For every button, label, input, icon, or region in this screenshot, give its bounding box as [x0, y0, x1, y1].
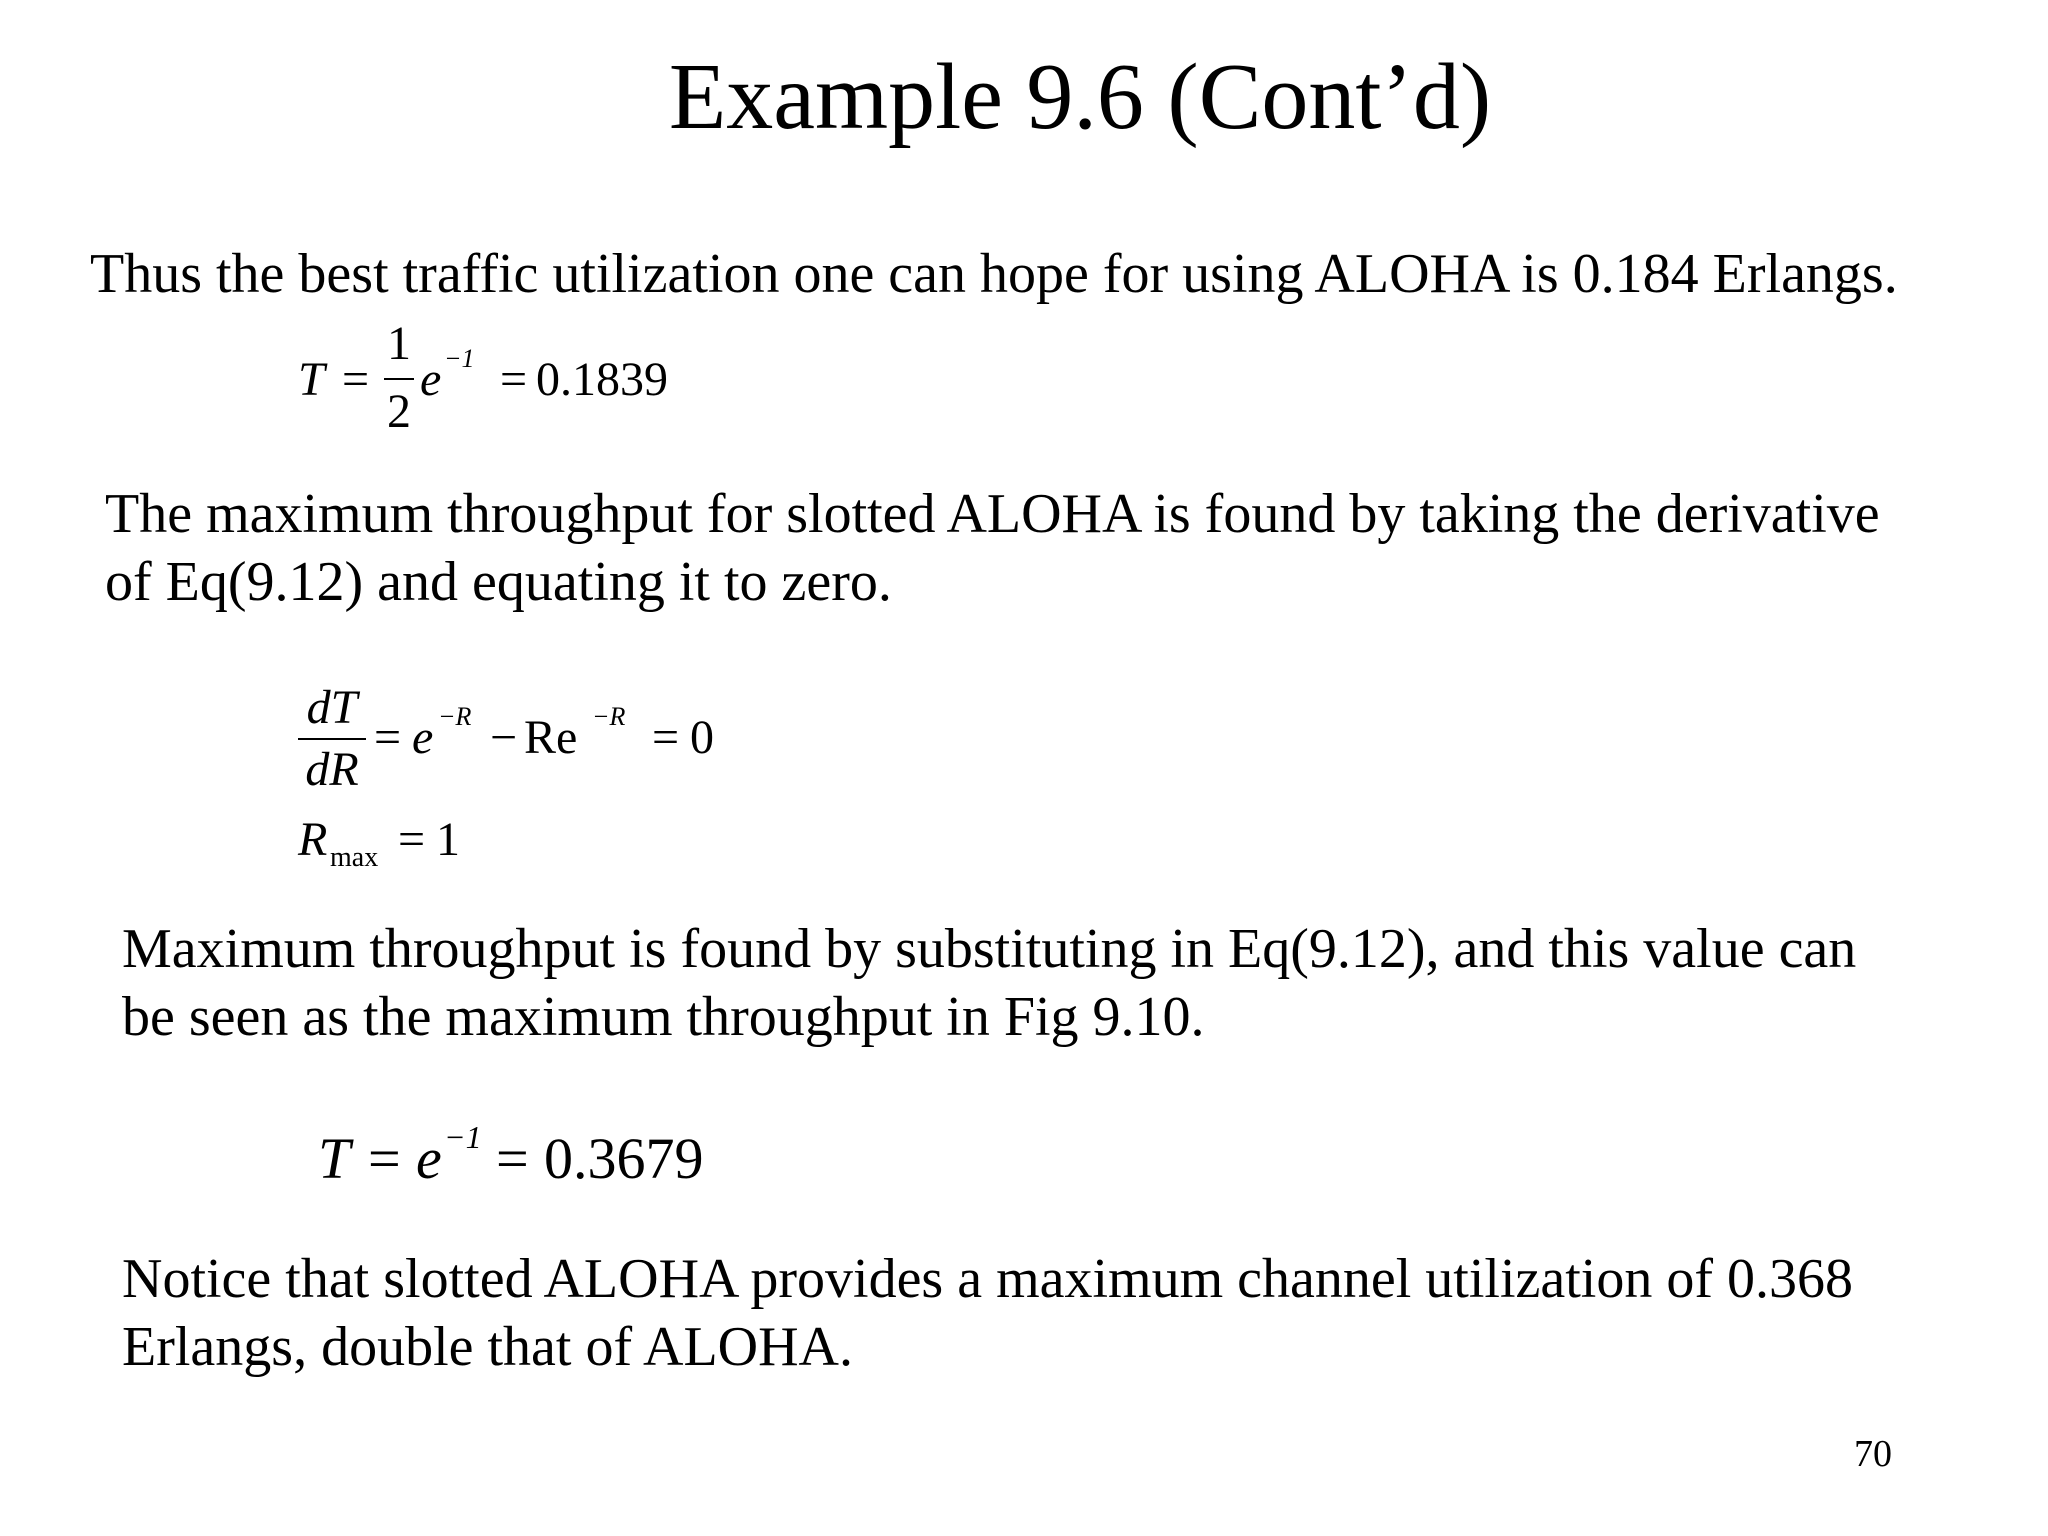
eq1-fraction-numerator: 1 [387, 317, 411, 370]
eq1-lhs: T [298, 353, 325, 406]
paragraph-conclusion-line2: Erlangs, double that of ALOHA. [122, 1316, 853, 1378]
eq2-fraction-bar [298, 738, 366, 740]
equation-aloha-throughput [298, 317, 718, 450]
eq4-equals-2: = [496, 1126, 529, 1191]
page-number: 70 [1854, 1433, 1892, 1475]
eq2-exponent-2: −R [592, 702, 626, 731]
eq2-term2: Re [524, 711, 578, 764]
eq1-exponent: −1 [444, 344, 475, 373]
eq1-equals: = [342, 353, 370, 406]
eq2-denominator: dR [305, 743, 359, 796]
eq2-equals: = [374, 711, 402, 764]
paragraph-conclusion-line1: Notice that slotted ALOHA provides a maximum channel utilization of 0.368 [122, 1248, 1853, 1310]
eq4-equals: = [368, 1126, 401, 1191]
equation-slotted-throughput [318, 1120, 778, 1200]
eq2-result: 0 [690, 711, 714, 764]
eq2-base: e [412, 711, 434, 764]
eq3-symbol: R [298, 813, 328, 866]
equation-derivative [298, 680, 778, 800]
eq4-base: e [416, 1126, 442, 1191]
eq1-fraction-denominator: 2 [387, 385, 411, 438]
eq4-result: 0.3679 [544, 1126, 704, 1191]
eq1-fraction-bar [384, 378, 414, 380]
eq1-base: e [420, 353, 442, 406]
eq1-equals-2: = [500, 353, 528, 406]
equation-r-max [298, 812, 498, 882]
eq3-equals: = [398, 813, 426, 866]
paragraph-slotted-derivative-line1: The maximum throughput for slotted ALOHA is found by taking the derivative [105, 483, 1880, 545]
eq4-exponent: −1 [444, 1119, 482, 1155]
eq4-lhs: T [318, 1126, 351, 1191]
paragraph-slotted-derivative-line2: of Eq(9.12) and equating it to zero. [105, 551, 892, 613]
eq3-subscript: max [330, 842, 379, 873]
paragraph-max-throughput-line2: be seen as the maximum throughput in Fig 9.10. [122, 986, 1205, 1048]
eq2-equals-2: = [652, 711, 680, 764]
slide-title: Example 9.6 (Cont’d) [668, 45, 1492, 149]
eq2-numerator: dT [306, 681, 358, 734]
paragraph-best-utilization: Thus the best traffic utilization one can hope for using ALOHA is 0.184 Erlangs. [90, 243, 1898, 305]
eq1-result: 0.1839 [536, 353, 668, 406]
paragraph-max-throughput-line1: Maximum throughput is found by substituting in Eq(9.12), and this value can [122, 918, 1857, 980]
eq3-result: 1 [436, 813, 460, 866]
eq2-exponent: −R [438, 702, 472, 731]
eq2-minus: − [490, 711, 518, 764]
